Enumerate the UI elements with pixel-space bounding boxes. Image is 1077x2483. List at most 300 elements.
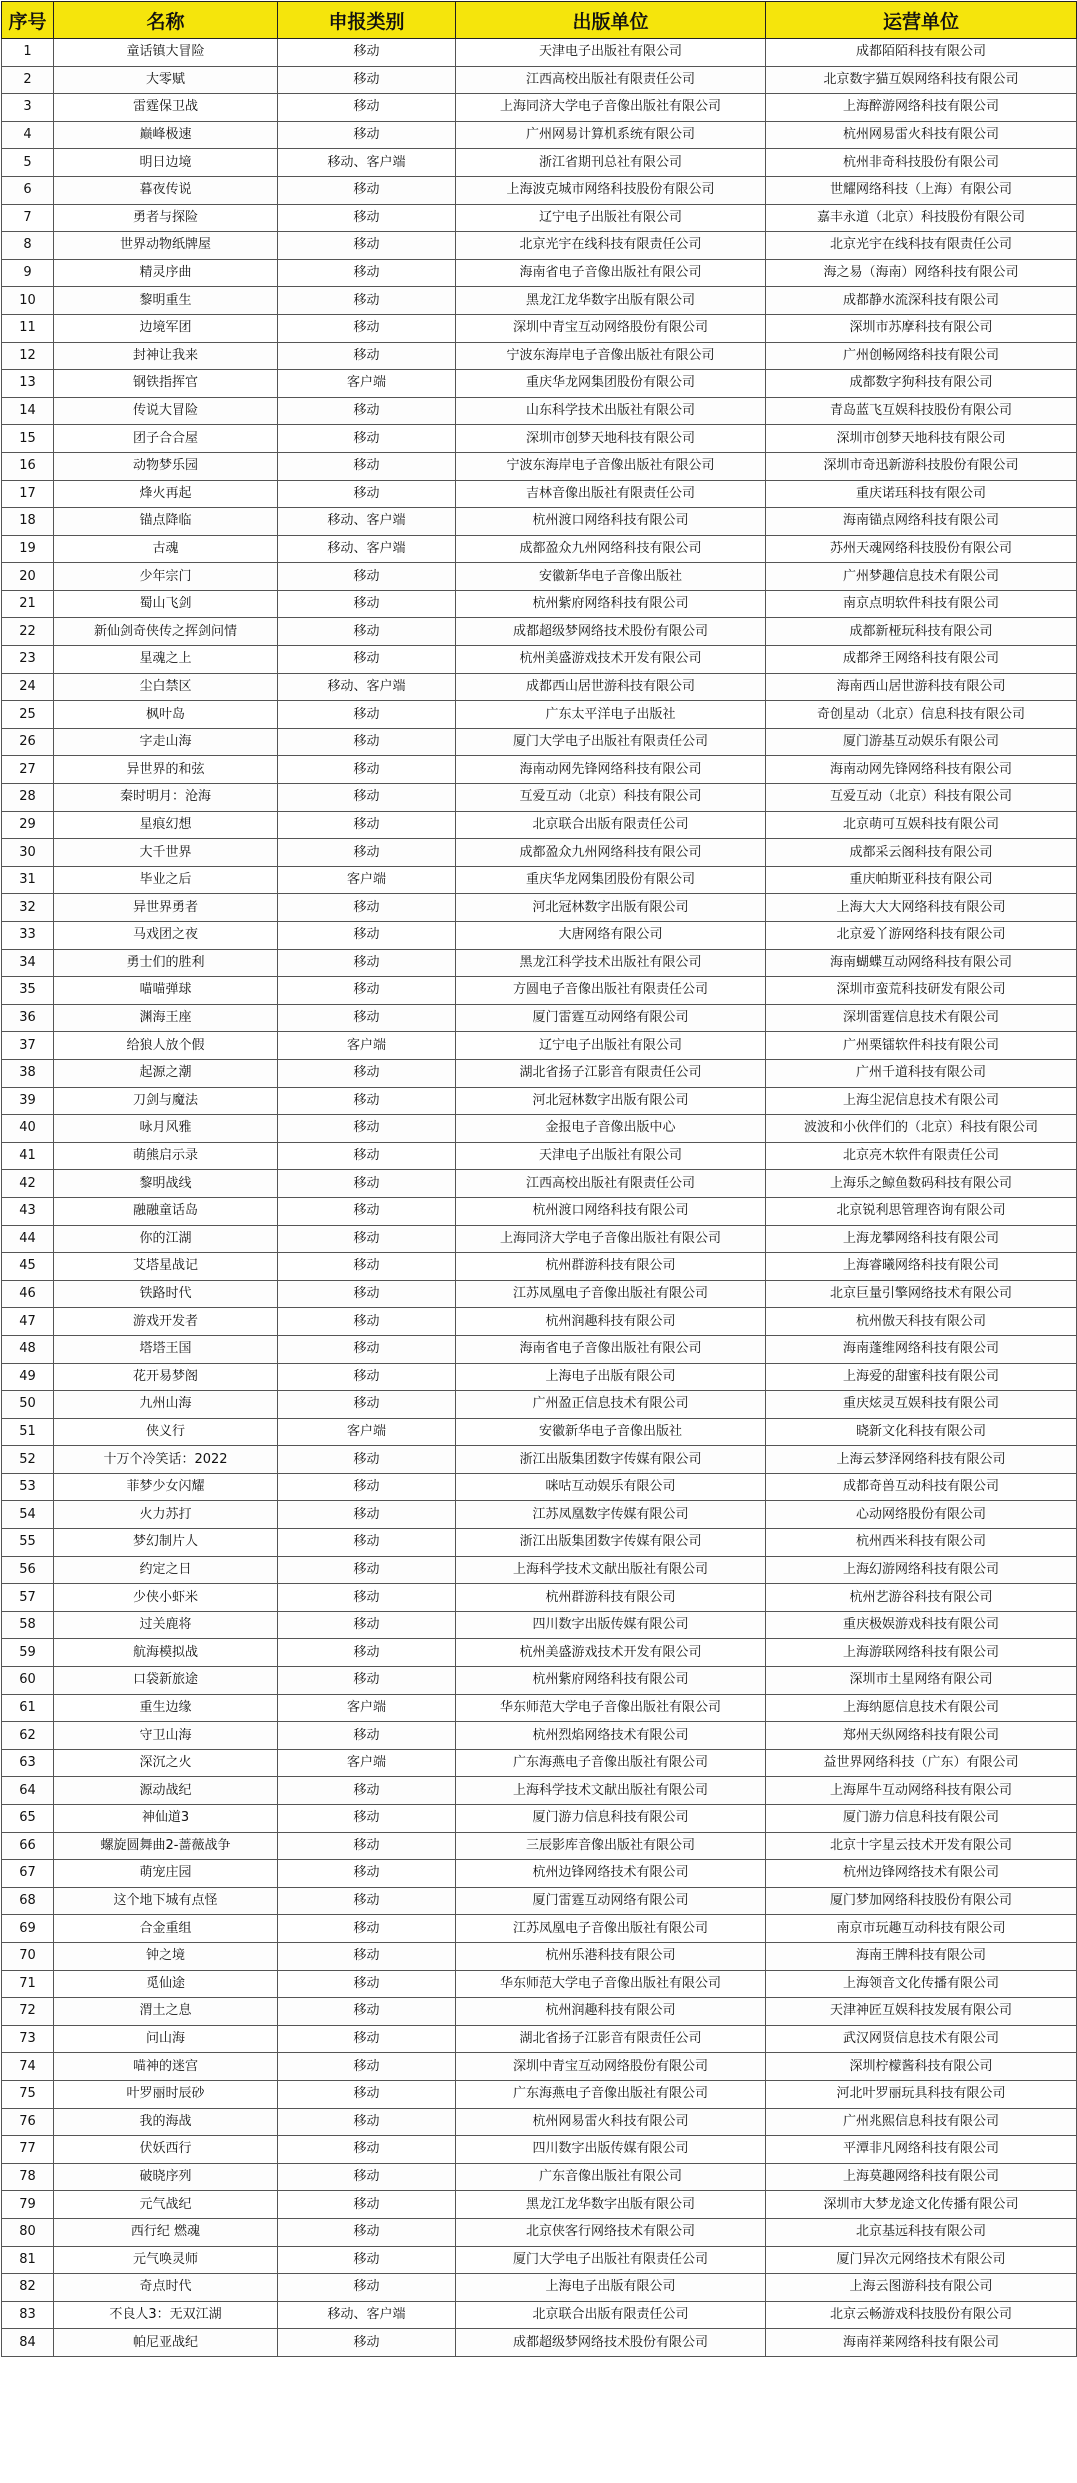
- table-row: [2, 1667, 1077, 1695]
- cell-publisher: 宁波东海岸电子音像出版社有限公司: [456, 342, 766, 370]
- cell-publisher: 天津电子出版社有限公司: [456, 1142, 766, 1170]
- table-row: [2, 1639, 1077, 1667]
- cell-index: 18: [2, 508, 54, 536]
- cell-operator: 杭州边锋网络技术有限公司: [766, 1860, 1077, 1888]
- cell-index: 30: [2, 839, 54, 867]
- cell-category: 移动: [278, 590, 456, 618]
- cell-category: 移动: [278, 1887, 456, 1915]
- cell-publisher: 四川数字出版传媒有限公司: [456, 2136, 766, 2164]
- cell-category: 移动: [278, 2191, 456, 2219]
- cell-name: 口袋新旅途: [54, 1667, 278, 1695]
- cell-category: 移动: [278, 2246, 456, 2274]
- cell-index: 28: [2, 784, 54, 812]
- cell-index: 53: [2, 1473, 54, 1501]
- table-row: [2, 259, 1077, 287]
- cell-index: 78: [2, 2163, 54, 2191]
- cell-name: 元气战纪: [54, 2191, 278, 2219]
- cell-operator: 海南锚点网络科技有限公司: [766, 508, 1077, 536]
- table-row: [2, 1446, 1077, 1474]
- cell-publisher: 黑龙江科学技术出版社有限公司: [456, 949, 766, 977]
- cell-index: 32: [2, 894, 54, 922]
- cell-category: 移动: [278, 1529, 456, 1557]
- table-row: [2, 1473, 1077, 1501]
- cell-index: 42: [2, 1170, 54, 1198]
- cell-name: 边境军团: [54, 314, 278, 342]
- cell-name: 侠义行: [54, 1418, 278, 1446]
- header-category: 申报类别: [278, 2, 456, 39]
- cell-name: 钢铁指挥官: [54, 370, 278, 398]
- cell-index: 2: [2, 66, 54, 94]
- cell-category: 移动: [278, 1004, 456, 1032]
- cell-category: 移动: [278, 1556, 456, 1584]
- cell-category: 移动、客户端: [278, 535, 456, 563]
- table-row: [2, 425, 1077, 453]
- cell-operator: 上海纳愿信息技术有限公司: [766, 1694, 1077, 1722]
- table-row: [2, 1501, 1077, 1529]
- cell-category: 移动: [278, 563, 456, 591]
- cell-publisher: 深圳市创梦天地科技有限公司: [456, 425, 766, 453]
- table-row: [2, 94, 1077, 122]
- table-row: [2, 370, 1077, 398]
- cell-category: 移动: [278, 287, 456, 315]
- table-row: [2, 452, 1077, 480]
- cell-category: 移动: [278, 1942, 456, 1970]
- cell-name: 枫叶岛: [54, 701, 278, 729]
- cell-operator: 北京十字星云技术开发有限公司: [766, 1832, 1077, 1860]
- cell-name: 约定之日: [54, 1556, 278, 1584]
- table-row: [2, 1363, 1077, 1391]
- cell-publisher: 上海科学技术文献出版社有限公司: [456, 1556, 766, 1584]
- cell-operator: 上海睿曦网络科技有限公司: [766, 1253, 1077, 1281]
- table-row: [2, 2025, 1077, 2053]
- table-row: [2, 121, 1077, 149]
- cell-publisher: 辽宁电子出版社有限公司: [456, 1032, 766, 1060]
- cell-name: 渭土之息: [54, 1998, 278, 2026]
- cell-publisher: 华东师范大学电子音像出版社有限公司: [456, 1694, 766, 1722]
- cell-category: 移动: [278, 1667, 456, 1695]
- cell-category: 移动: [278, 1142, 456, 1170]
- cell-publisher: 浙江出版集团数字传媒有限公司: [456, 1529, 766, 1557]
- table-row: [2, 66, 1077, 94]
- table-row: [2, 397, 1077, 425]
- cell-category: 移动: [278, 1391, 456, 1419]
- cell-category: 移动: [278, 811, 456, 839]
- cell-index: 33: [2, 922, 54, 950]
- table-row: [2, 1915, 1077, 1943]
- cell-name: 这个地下城有点怪: [54, 1887, 278, 1915]
- cell-name: 伏妖西行: [54, 2136, 278, 2164]
- cell-publisher: 厦门大学电子出版社有限责任公司: [456, 728, 766, 756]
- cell-operator: 厦门游力信息科技有限公司: [766, 1805, 1077, 1833]
- table-row: [2, 728, 1077, 756]
- cell-name: 字走山海: [54, 728, 278, 756]
- cell-publisher: 北京联合出版有限责任公司: [456, 811, 766, 839]
- cell-operator: 厦门梦加网络科技股份有限公司: [766, 1887, 1077, 1915]
- cell-operator: 益世界网络科技（广东）有限公司: [766, 1749, 1077, 1777]
- cell-category: 移动: [278, 1970, 456, 1998]
- cell-index: 9: [2, 259, 54, 287]
- cell-category: 移动: [278, 94, 456, 122]
- cell-name: 尘白禁区: [54, 673, 278, 701]
- cell-name: 毕业之后: [54, 866, 278, 894]
- cell-category: 移动: [278, 701, 456, 729]
- cell-name: 动物梦乐园: [54, 452, 278, 480]
- table-body: [2, 39, 1077, 2357]
- table-row: [2, 314, 1077, 342]
- cell-operator: 成都采云阁科技有限公司: [766, 839, 1077, 867]
- table-row: [2, 2136, 1077, 2164]
- table-row: [2, 176, 1077, 204]
- cell-index: 58: [2, 1611, 54, 1639]
- cell-publisher: 重庆华龙网集团股份有限公司: [456, 866, 766, 894]
- cell-operator: 上海醉游网络科技有限公司: [766, 94, 1077, 122]
- cell-name: 你的江湖: [54, 1225, 278, 1253]
- table-row: [2, 1805, 1077, 1833]
- cell-publisher: 江西高校出版社有限责任公司: [456, 66, 766, 94]
- cell-category: 移动: [278, 425, 456, 453]
- header-publisher: 出版单位: [456, 2, 766, 39]
- cell-index: 20: [2, 563, 54, 591]
- table-row: [2, 2246, 1077, 2274]
- cell-index: 45: [2, 1253, 54, 1281]
- cell-category: 移动: [278, 922, 456, 950]
- cell-name: 奇点时代: [54, 2274, 278, 2302]
- cell-category: 移动: [278, 1832, 456, 1860]
- cell-publisher: 重庆华龙网集团股份有限公司: [456, 370, 766, 398]
- table-row: [2, 2218, 1077, 2246]
- cell-index: 36: [2, 1004, 54, 1032]
- table-row: [2, 1059, 1077, 1087]
- cell-index: 46: [2, 1280, 54, 1308]
- cell-name: 古魂: [54, 535, 278, 563]
- cell-index: 5: [2, 149, 54, 177]
- table-row: [2, 590, 1077, 618]
- cell-publisher: 杭州烈焰网络技术有限公司: [456, 1722, 766, 1750]
- cell-operator: 成都斧王网络科技有限公司: [766, 646, 1077, 674]
- cell-category: 移动、客户端: [278, 508, 456, 536]
- cell-category: 移动: [278, 259, 456, 287]
- table-row: [2, 1529, 1077, 1557]
- cell-publisher: 厦门雷霆互动网络有限公司: [456, 1004, 766, 1032]
- cell-operator: 海南蝴蝶互动网络科技有限公司: [766, 949, 1077, 977]
- cell-name: 喵喵弹球: [54, 977, 278, 1005]
- table-row: [2, 2329, 1077, 2357]
- cell-index: 37: [2, 1032, 54, 1060]
- table-row: [2, 949, 1077, 977]
- cell-publisher: 成都西山居世游科技有限公司: [456, 673, 766, 701]
- cell-publisher: 华东师范大学电子音像出版社有限公司: [456, 1970, 766, 1998]
- cell-index: 72: [2, 1998, 54, 2026]
- cell-index: 49: [2, 1363, 54, 1391]
- cell-publisher: 三辰影库音像出版社有限公司: [456, 1832, 766, 1860]
- cell-index: 8: [2, 232, 54, 260]
- cell-category: 移动: [278, 204, 456, 232]
- cell-name: 叶罗丽时辰砂: [54, 2080, 278, 2108]
- cell-category: 移动: [278, 2025, 456, 2053]
- cell-publisher: 广州网易计算机系统有限公司: [456, 121, 766, 149]
- cell-category: 移动: [278, 1998, 456, 2026]
- table-row: [2, 1280, 1077, 1308]
- cell-index: 83: [2, 2301, 54, 2329]
- table-row: [2, 894, 1077, 922]
- header-operator: 运营单位: [766, 2, 1077, 39]
- cell-name: 元气唤灵师: [54, 2246, 278, 2274]
- cell-index: 75: [2, 2080, 54, 2108]
- cell-publisher: 杭州润趣科技有限公司: [456, 1998, 766, 2026]
- table-row: [2, 1418, 1077, 1446]
- cell-operator: 心动网络股份有限公司: [766, 1501, 1077, 1529]
- cell-name: 游戏开发者: [54, 1308, 278, 1336]
- cell-operator: 北京数字猫互娱网络科技有限公司: [766, 66, 1077, 94]
- cell-name: 渊海王座: [54, 1004, 278, 1032]
- cell-operator: 杭州傲天科技有限公司: [766, 1308, 1077, 1336]
- cell-operator: 海南西山居世游科技有限公司: [766, 673, 1077, 701]
- cell-category: 客户端: [278, 1418, 456, 1446]
- cell-operator: 北京巨量引擎网络技术有限公司: [766, 1280, 1077, 1308]
- cell-publisher: 黑龙江龙华数字出版有限公司: [456, 287, 766, 315]
- cell-index: 43: [2, 1197, 54, 1225]
- cell-publisher: 安徽新华电子音像出版社: [456, 1418, 766, 1446]
- cell-name: 问山海: [54, 2025, 278, 2053]
- cell-category: 移动: [278, 1225, 456, 1253]
- cell-index: 14: [2, 397, 54, 425]
- cell-index: 79: [2, 2191, 54, 2219]
- cell-category: 移动: [278, 1611, 456, 1639]
- cell-name: 源动战纪: [54, 1777, 278, 1805]
- cell-index: 15: [2, 425, 54, 453]
- table-row: [2, 977, 1077, 1005]
- cell-index: 82: [2, 2274, 54, 2302]
- cell-publisher: 海南省电子音像出版社有限公司: [456, 259, 766, 287]
- header-name: 名称: [54, 2, 278, 39]
- cell-operator: 青岛蓝飞互娱科技股份有限公司: [766, 397, 1077, 425]
- cell-publisher: 山东科学技术出版社有限公司: [456, 397, 766, 425]
- cell-publisher: 河北冠林数字出版有限公司: [456, 894, 766, 922]
- cell-name: 给狼人放个假: [54, 1032, 278, 1060]
- table-row: [2, 922, 1077, 950]
- cell-index: 70: [2, 1942, 54, 1970]
- cell-category: 移动: [278, 756, 456, 784]
- table-row: [2, 1170, 1077, 1198]
- cell-index: 7: [2, 204, 54, 232]
- cell-operator: 上海幻游网络科技有限公司: [766, 1556, 1077, 1584]
- cell-category: 移动: [278, 397, 456, 425]
- cell-publisher: 杭州紫府网络科技有限公司: [456, 590, 766, 618]
- table-row: [2, 646, 1077, 674]
- cell-publisher: 杭州美盛游戏技术开发有限公司: [456, 1639, 766, 1667]
- cell-operator: 晓新文化科技有限公司: [766, 1418, 1077, 1446]
- cell-operator: 海南王牌科技有限公司: [766, 1942, 1077, 1970]
- cell-publisher: 厦门雷霆互动网络有限公司: [456, 1887, 766, 1915]
- cell-publisher: 咪咕互动娱乐有限公司: [456, 1473, 766, 1501]
- cell-operator: 上海龙攀网络科技有限公司: [766, 1225, 1077, 1253]
- cell-index: 64: [2, 1777, 54, 1805]
- table-row: [2, 673, 1077, 701]
- table-row: [2, 1722, 1077, 1750]
- table-row: [2, 287, 1077, 315]
- cell-publisher: 互爱互动（北京）科技有限公司: [456, 784, 766, 812]
- cell-index: 67: [2, 1860, 54, 1888]
- cell-index: 23: [2, 646, 54, 674]
- table-row: [2, 204, 1077, 232]
- cell-index: 21: [2, 590, 54, 618]
- cell-operator: 成都奇兽互动科技有限公司: [766, 1473, 1077, 1501]
- cell-name: 异世界勇者: [54, 894, 278, 922]
- cell-name: 新仙剑奇侠传之挥剑问情: [54, 618, 278, 646]
- cell-publisher: 上海科学技术文献出版社有限公司: [456, 1777, 766, 1805]
- cell-category: 移动: [278, 1363, 456, 1391]
- cell-name: 西行纪 燃魂: [54, 2218, 278, 2246]
- table-row: [2, 563, 1077, 591]
- cell-index: 59: [2, 1639, 54, 1667]
- table-row: [2, 1087, 1077, 1115]
- cell-publisher: 广州盈正信息技术有限公司: [456, 1391, 766, 1419]
- cell-index: 10: [2, 287, 54, 315]
- cell-name: 星痕幻想: [54, 811, 278, 839]
- cell-name: 螺旋圆舞曲2-蔷薇战争: [54, 1832, 278, 1860]
- cell-publisher: 深圳中青宝互动网络股份有限公司: [456, 314, 766, 342]
- cell-operator: 海南动网先锋网络科技有限公司: [766, 756, 1077, 784]
- cell-index: 48: [2, 1335, 54, 1363]
- cell-publisher: 杭州群游科技有限公司: [456, 1584, 766, 1612]
- cell-publisher: 江苏凤凰电子音像出版社有限公司: [456, 1915, 766, 1943]
- cell-publisher: 湖北省扬子江影音有限责任公司: [456, 1059, 766, 1087]
- cell-category: 移动、客户端: [278, 673, 456, 701]
- cell-category: 移动: [278, 1473, 456, 1501]
- cell-publisher: 广东海燕电子音像出版社有限公司: [456, 2080, 766, 2108]
- cell-name: 我的海战: [54, 2108, 278, 2136]
- cell-operator: 成都新桠玩科技有限公司: [766, 618, 1077, 646]
- cell-operator: 广州兆熙信息科技有限公司: [766, 2108, 1077, 2136]
- cell-publisher: 黑龙江龙华数字出版有限公司: [456, 2191, 766, 2219]
- cell-index: 6: [2, 176, 54, 204]
- table-row: [2, 2053, 1077, 2081]
- cell-name: 钟之境: [54, 1942, 278, 1970]
- cell-name: 梦幻制片人: [54, 1529, 278, 1557]
- table-row: [2, 756, 1077, 784]
- table-row: [2, 1556, 1077, 1584]
- cell-category: 移动: [278, 977, 456, 1005]
- cell-name: 蜀山飞剑: [54, 590, 278, 618]
- cell-operator: 嘉丰永道（北京）科技股份有限公司: [766, 204, 1077, 232]
- cell-name: 刀剑与魔法: [54, 1087, 278, 1115]
- cell-index: 11: [2, 314, 54, 342]
- cell-publisher: 成都超级梦网络技术股份有限公司: [456, 2329, 766, 2357]
- cell-category: 移动: [278, 1446, 456, 1474]
- cell-name: 精灵序曲: [54, 259, 278, 287]
- cell-index: 1: [2, 39, 54, 67]
- cell-operator: 海之易（海南）网络科技有限公司: [766, 259, 1077, 287]
- cell-index: 60: [2, 1667, 54, 1695]
- cell-publisher: 江苏凤凰数字传媒有限公司: [456, 1501, 766, 1529]
- cell-publisher: 江西高校出版社有限责任公司: [456, 1170, 766, 1198]
- cell-operator: 北京云畅游戏科技股份有限公司: [766, 2301, 1077, 2329]
- cell-name: 深沉之火: [54, 1749, 278, 1777]
- cell-operator: 苏州天魂网络科技股份有限公司: [766, 535, 1077, 563]
- table-row: [2, 1860, 1077, 1888]
- cell-operator: 重庆极娱游戏科技有限公司: [766, 1611, 1077, 1639]
- cell-name: 世界动物纸牌屋: [54, 232, 278, 260]
- cell-index: 50: [2, 1391, 54, 1419]
- cell-name: 不良人3：无双江湖: [54, 2301, 278, 2329]
- cell-index: 17: [2, 480, 54, 508]
- cell-name: 星魂之上: [54, 646, 278, 674]
- cell-index: 57: [2, 1584, 54, 1612]
- cell-index: 25: [2, 701, 54, 729]
- cell-name: 暮夜传说: [54, 176, 278, 204]
- table-row: [2, 1142, 1077, 1170]
- cell-name: 烽火再起: [54, 480, 278, 508]
- cell-index: 29: [2, 811, 54, 839]
- cell-index: 22: [2, 618, 54, 646]
- cell-name: 黎明战线: [54, 1170, 278, 1198]
- cell-category: 移动: [278, 1722, 456, 1750]
- cell-name: 破晓序列: [54, 2163, 278, 2191]
- cell-category: 客户端: [278, 1032, 456, 1060]
- table-row: [2, 2080, 1077, 2108]
- table-row: [2, 1004, 1077, 1032]
- cell-index: 69: [2, 1915, 54, 1943]
- cell-operator: 重庆帕斯亚科技有限公司: [766, 866, 1077, 894]
- table-row: [2, 1998, 1077, 2026]
- cell-name: 秦时明月：沧海: [54, 784, 278, 812]
- cell-publisher: 上海波克城市网络科技股份有限公司: [456, 176, 766, 204]
- cell-name: 起源之潮: [54, 1059, 278, 1087]
- cell-category: 移动: [278, 1253, 456, 1281]
- table-row: [2, 1777, 1077, 1805]
- cell-publisher: 杭州紫府网络科技有限公司: [456, 1667, 766, 1695]
- cell-category: 移动: [278, 1860, 456, 1888]
- cell-category: 移动: [278, 1639, 456, 1667]
- cell-category: 移动: [278, 1059, 456, 1087]
- table-row: [2, 2191, 1077, 2219]
- cell-publisher: 浙江省期刊总社有限公司: [456, 149, 766, 177]
- cell-index: 80: [2, 2218, 54, 2246]
- cell-index: 61: [2, 1694, 54, 1722]
- cell-name: 巅峰极速: [54, 121, 278, 149]
- cell-operator: 杭州西米科技有限公司: [766, 1529, 1077, 1557]
- cell-name: 咏月风雅: [54, 1115, 278, 1143]
- cell-publisher: 浙江出版集团数字传媒有限公司: [456, 1446, 766, 1474]
- cell-publisher: 上海同济大学电子音像出版社有限公司: [456, 94, 766, 122]
- table-row: [2, 1970, 1077, 1998]
- cell-name: 帕尼亚战纪: [54, 2329, 278, 2357]
- cell-operator: 上海乐之鲸鱼数码科技有限公司: [766, 1170, 1077, 1198]
- cell-publisher: 吉林音像出版社有限责任公司: [456, 480, 766, 508]
- cell-index: 16: [2, 452, 54, 480]
- cell-publisher: 杭州美盛游戏技术开发有限公司: [456, 646, 766, 674]
- cell-publisher: 杭州网易雷火科技有限公司: [456, 2108, 766, 2136]
- cell-operator: 北京萌可互娱科技有限公司: [766, 811, 1077, 839]
- cell-index: 13: [2, 370, 54, 398]
- cell-index: 65: [2, 1805, 54, 1833]
- table-row: [2, 1308, 1077, 1336]
- cell-operator: 上海游联网络科技有限公司: [766, 1639, 1077, 1667]
- cell-publisher: 大唐网络有限公司: [456, 922, 766, 950]
- cell-index: 51: [2, 1418, 54, 1446]
- table-row: [2, 1832, 1077, 1860]
- cell-operator: 广州梦趣信息技术有限公司: [766, 563, 1077, 591]
- cell-name: 火力苏打: [54, 1501, 278, 1529]
- cell-index: 74: [2, 2053, 54, 2081]
- cell-index: 56: [2, 1556, 54, 1584]
- cell-name: 团子合合屋: [54, 425, 278, 453]
- cell-publisher: 上海同济大学电子音像出版社有限公司: [456, 1225, 766, 1253]
- table-row: [2, 2274, 1077, 2302]
- cell-operator: 天津神匠互娱科技发展有限公司: [766, 1998, 1077, 2026]
- cell-operator: 厦门游基互动娱乐有限公司: [766, 728, 1077, 756]
- cell-operator: 杭州网易雷火科技有限公司: [766, 121, 1077, 149]
